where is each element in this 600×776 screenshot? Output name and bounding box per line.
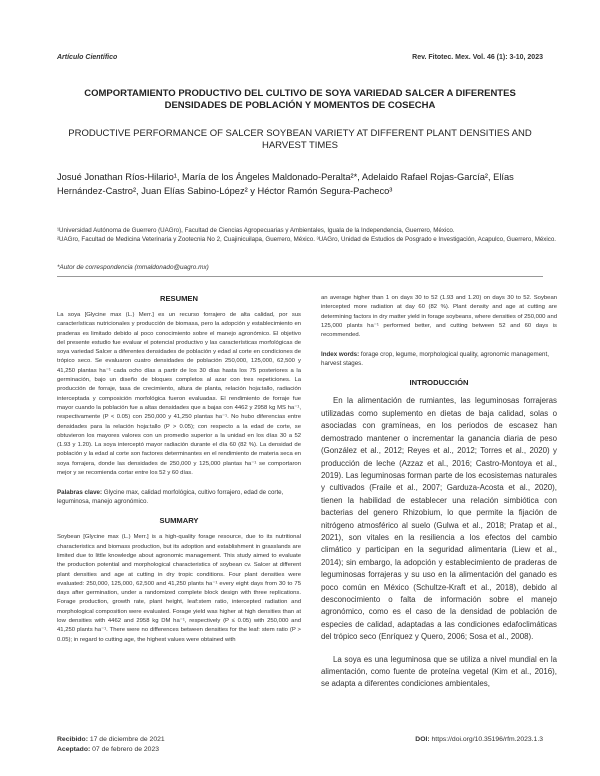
accepted-line — [57, 745, 165, 755]
footer-doi — [415, 735, 543, 745]
palabras-clave-text: Glycine max, calidad morfológica, cultivo forrajero, edad de corte, leguminosa, manejo agronómico. — [57, 489, 284, 506]
accepted-label: Aceptado: — [57, 746, 91, 753]
received-line — [57, 735, 165, 745]
palabras-clave-label: Palabras clave: — [57, 489, 103, 497]
corresponding-author: *Autor de correspondencia (mmaldonado@uagro.mx) — [57, 264, 209, 271]
intro-paragraph-1: En la alimentación de rumiantes, las leguminosas forrajeras utilizadas como suplemento en dietas de baja calidad, solas o asociadas con gramíneas, en los periodos de escasez han demostrado mantener o incrementar la ganancia diaria de peso (González et al., 2012; Reyes et al., 2012; Torres et al., 2020) y producción de leche (Azzaz et al., 2016; Castro-Montoya et al., 2019). Las leguminosas forman parte de los ecosistemas naturales y cultivados (Fraile et al., 2007; Garduza-Acosta et al., 2020), tienen la habilidad de establecer una relación simbiótica con bacterias del genero Rhizobium, lo que permite la fijación de nitrógeno atmosférico al suelo (Gulwa et al., 2018; Pratap et al., 2021), son vitales en la resiliencia a los efectos del cambio climático y participan en la seguridad alimentaria (Liew et al., 2014); sin embargo, la adopción y establecimiento de praderas de leguminosas forrajeras y su uso en la alimentación del ganado es poco común en México (Schultze-Kraft et al., 2018), debido al desconocimiento o falta de información sobre el manejo agronómico, como es el caso de la densidad de población de especies de calidad, adaptadas a las condiciones edafoclimáticas del trópico seco (Enríquez y Quero, 2006; Sosa et al., 2008). — [321, 396, 557, 642]
title-spanish: COMPORTAMIENTO PRODUCTIVO DEL CULTIVO DE SOYA VARIEDAD SALCER A DIFERENTES DENSIDADES DE POBLACIÓN Y MOMENTOS DE COSECHA — [84, 88, 516, 111]
index-words-text: forage crop, legume, morphological quality, agronomic management, harvest stages. — [321, 351, 549, 368]
summary-continued: an average higher than 1 on days 30 to 52 (1.93 and 1.20) on days 30 to 52. Soybean intercepted more radiation at day 60 (82 %). Plant density and age at cutting are determining factors in dry matter yield in forage soybeans, where densities of 250,000 and 125,000 plants ha⁻¹ performed better, and cutting between 52 and 60 days is recommended. — [321, 295, 557, 339]
running-header-right: Rev. Fitotec. Mex. Vol. 46 (1): 3-10, 2023 — [412, 54, 543, 61]
accepted-date: 07 de febrero de 2023 — [92, 746, 160, 753]
doi-label: DOI: — [415, 736, 430, 743]
right-column — [321, 286, 557, 691]
intro-heading: INTRODUCCIÓN — [409, 378, 469, 388]
title-english: PRODUCTIVE PERFORMANCE OF SALCER SOYBEAN VARIETY AT DIFFERENT PLANT DENSITIES AND HARVEST TIMES — [68, 128, 532, 151]
index-words-label: Index words: — [321, 351, 360, 359]
author-list: Josué Jonathan Ríos-Hilario¹, María de los Ángeles Maldonado-Peralta²*, Adelaido Rafael Rojas-García², Elías Hernández-Castro², Juan Elías Sabino-López² y Héctor Ramón Segura-Pacheco³ — [57, 172, 514, 196]
received-label: Recibido: — [57, 736, 88, 743]
doi-link[interactable]: https://doi.org/10.35196/rfm.2023.1.3 — [431, 736, 543, 743]
summary-heading: SUMMARY — [159, 516, 199, 526]
footer-dates — [57, 735, 165, 755]
affiliation-2: ²UAGro, Facultad de Medicina Veterinaria y Zootecnia No 2, Cuajinicuilapa, Guerrero, México. ³UAGro, Unidad de Estudios de Posgrado e Investigación, Acapulco, Guerrero, México. — [57, 236, 557, 243]
summary-text: Soybean [Glycine max (L.) Merr.] is a high-quality forage resource, due to its nutritional characteristics and biomass production, but its adoption and establishment in grasslands are limited due to little knowledge about agronomic management. This study aimed to evaluate the production potential and morphological characteristics of soybean cv. Salcer at different plant densities and age at cutting in dry tropic conditions. Four plant densities were evaluated: 250,000, 125,000, 62,500 and 41,250 plants ha⁻¹ every eight days from 30 to 75 days after germination, under a randomized complete block design with three replications. Forage production, growth rate, plant height, leaf:stem ratio, intercepted radiation and morphological composition were evaluated. Forage yield was higher at high densities than at low densities with 4462 and 2958 kg DM ha⁻¹, respectively (P ≤ 0.05) with 250,000 and 41,250 plants ha⁻¹. There were no differences between densities for the leaf: stem ratio (P > 0.05); in regard to cutting age, the highest values were obtained with — [57, 534, 301, 643]
affiliations — [57, 226, 557, 244]
resumen-heading: RESUMEN — [160, 294, 198, 303]
affiliation-1: ¹Universidad Autónoma de Guerrero (UAGro), Facultad de Ciencias Agropecuarias y Ambientales, Iguala de la Independencia, Guerrero, México. — [57, 227, 455, 234]
running-header-left: Artículo Científico — [57, 54, 118, 61]
left-column — [57, 286, 301, 645]
palabras-clave — [57, 488, 301, 506]
received-date: 17 de diciembre de 2021 — [89, 736, 165, 743]
divider — [57, 276, 543, 277]
resumen-text: La soya [Glycine max (L.) Merr.] es un recurso forrajero de alta calidad, por sus características nutricionales y producción de biomasa, pero la adopción y establecimiento en praderas es limitado debido al poco conocimiento sobre el manejo agronómico. El objetivo del presente estudio fue evaluar el potencial productivo y las características morfológicas de soya variedad Salcer a diferentes densidades de población y edad al corte en condiciones de trópico seco. Se evaluaron cuatro densidades de población 250,000, 125,000, 62,500 y 41,250 plantas ha⁻¹ cada ocho días a partir de los 30 días hasta los 75 posteriores a la germinación, bajo un diseño de bloques completos al azar con tres repeticiones. La producción de forraje, tasa de crecimiento, altura de planta, relación hoja:tallo, radiación interceptada y composición morfológica fueron evaluadas. El rendimiento de forraje fue mayor cuando la población fue a altas densidades que a bajas con 4462 y 2958 kg MS ha⁻¹, respectivamente (P < 0.05) con 250,000 y 41,250 plantas ha⁻¹. No hubo diferencias entre densidades para la relación hoja:tallo (P > 0.05); con respecto a la edad de corte, se obtuvieron los mayores valores con un promedio superior a la unidad en los días 30 a 52 (1.93 y 1.20). La soya interceptó mayor radiación durante el día 60 (82 %). La densidad de población y la edad al corte son factores determinantes en el rendimiento de materia seca en soya forrajera, donde las densidades de 250,000 y 125,000 plantas ha⁻¹ se comportaron mejor y se recomienda cortar entre los 52 y 60 días. — [57, 312, 301, 477]
intro-paragraph-2: La soya es una leguminosa que se utiliza a nivel mundial en la alimentación, como fuente de proteína vegetal (Kim et al., 2016), se adapta a diferentes condiciones ambientales, — [321, 654, 557, 689]
index-words — [321, 350, 557, 368]
